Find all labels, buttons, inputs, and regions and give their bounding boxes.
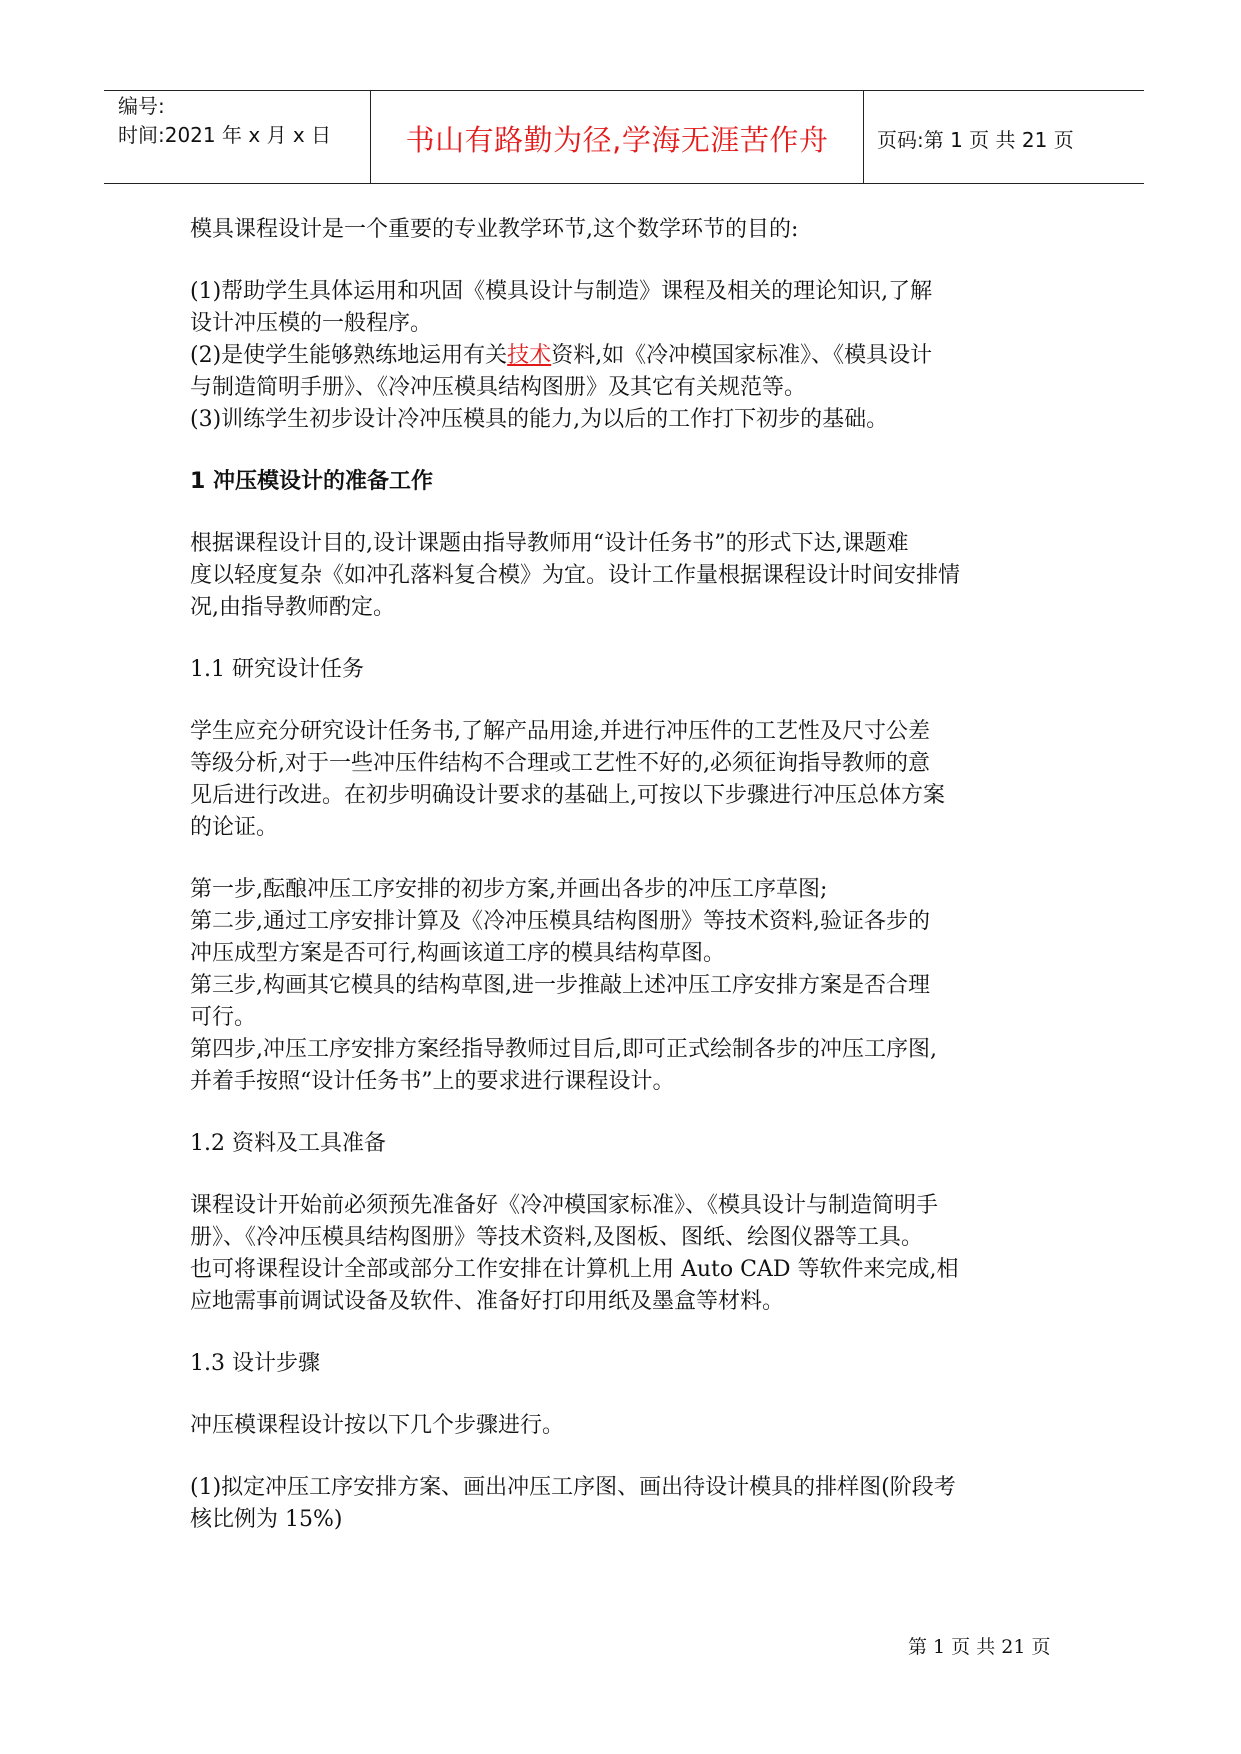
- section-1-1-line-4: 的论证。: [190, 815, 279, 840]
- document-number-label: 编号:: [118, 94, 165, 118]
- section-1-3-title: 1.3 设计步骤: [190, 1351, 320, 1376]
- step-4-line-2: 并着手按照“设计任务书”上的要求进行课程设计。: [190, 1069, 675, 1094]
- header-motto: 书山有路勤为径,学海无涯苦作舟: [405, 123, 829, 157]
- header-meta: [118, 92, 331, 150]
- section-1-line-3: 况,由指导教师酌定。: [190, 595, 395, 620]
- section-1-2-line-1: 课程设计开始前必须预先准备好《冷冲模国家标准》、《模具设计与制造简明手: [190, 1193, 939, 1218]
- section-1-line-2: 度以轻度复杂《如冲孔落料复合模》为宜。设计工作量根据课程设计时间安排情: [190, 563, 961, 588]
- section-1-1-line-2: 等级分析,对于一些冲压件结构不合理或工艺性不好的,必须征询指导教师的意: [190, 751, 930, 776]
- header-divider-right: [863, 90, 864, 183]
- page-footer: 第 1 页 共 21 页: [908, 1636, 1051, 1658]
- section-1-3-line-1: 冲压模课程设计按以下几个步骤进行。: [190, 1413, 565, 1438]
- document-body: [190, 214, 1070, 1536]
- header-top-rule: [104, 90, 1144, 91]
- step-2-line-2: 冲压成型方案是否可行,构画该道工序的模具结构草图。: [190, 941, 725, 966]
- section-1-2-line-2: 册》、《冷冲压模具结构图册》等技术资料,及图板、图纸、绘图仪器等工具。: [190, 1225, 923, 1250]
- step-1: 第一步,酝酿冲压工序安排的初步方案,并画出各步的冲压工序草图;: [190, 877, 828, 902]
- section-1-3-item-1-line-2: 核比例为 15%): [190, 1507, 343, 1532]
- goal-3: (3)训练学生初步设计冷冲压模具的能力,为以后的工作打下初步的基础。: [190, 407, 889, 432]
- section-1-2-title: 1.2 资料及工具准备: [190, 1131, 386, 1156]
- technology-link[interactable]: 技术: [507, 343, 552, 368]
- section-1-line-1: 根据课程设计目的,设计课题由指导教师用“设计任务书”的形式下达,课题难: [190, 531, 909, 556]
- goal-1-line-2: 设计冲压模的一般程序。: [190, 311, 433, 336]
- step-3-line-1: 第三步,构画其它模具的结构草图,进一步推敲上述冲压工序安排方案是否合理: [190, 973, 930, 998]
- section-1-1-line-1: 学生应充分研究设计任务书,了解产品用途,并进行冲压件的工艺性及尺寸公差: [190, 719, 930, 744]
- step-3-line-2: 可行。: [190, 1005, 257, 1030]
- goal-2-suffix: 资料,如《冷冲模国家标准》、《模具设计: [551, 343, 933, 368]
- goal-2-prefix: (2)是使学生能够熟练地运用有关: [190, 343, 508, 368]
- header-page-label: 页码:第 1 页 共 21 页: [877, 128, 1074, 152]
- goal-1-line-1: (1)帮助学生具体运用和巩固《模具设计与制造》课程及相关的理论知识,了解: [190, 279, 933, 304]
- header-bottom-rule: [104, 183, 1144, 184]
- header-divider-left: [370, 90, 371, 183]
- intro-paragraph: 模具课程设计是一个重要的专业教学环节,这个数学环节的目的:: [190, 217, 799, 242]
- goal-2-line-2: 与制造简明手册》、《冷冲压模具结构图册》及其它有关规范等。: [190, 375, 807, 400]
- section-1-1-line-3: 见后进行改进。在初步明确设计要求的基础上,可按以下步骤进行冲压总体方案: [190, 783, 945, 808]
- section-1-2-line-4: 应地需事前调试设备及软件、准备好打印用纸及墨盒等材料。: [190, 1289, 785, 1314]
- goal-2-line-1: [190, 340, 1070, 372]
- step-2-line-1: 第二步,通过工序安排计算及《冷冲压模具结构图册》等技术资料,验证各步的: [190, 909, 930, 934]
- section-1-3-item-1-line-1: (1)拟定冲压工序安排方案、画出冲压工序图、画出待设计模具的排样图(阶段考: [190, 1475, 956, 1500]
- section-1-title: 1 冲压模设计的准备工作: [190, 469, 433, 494]
- section-1-2-line-3: 也可将课程设计全部或部分工作安排在计算机上用 Auto CAD 等软件来完成,相: [190, 1257, 959, 1282]
- step-4-line-1: 第四步,冲压工序安排方案经指导教师过目后,即可正式绘制各步的冲压工序图,: [190, 1037, 937, 1062]
- document-time-label: 时间:2021 年 x 月 x 日: [118, 123, 332, 147]
- section-1-1-title: 1.1 研究设计任务: [190, 657, 364, 682]
